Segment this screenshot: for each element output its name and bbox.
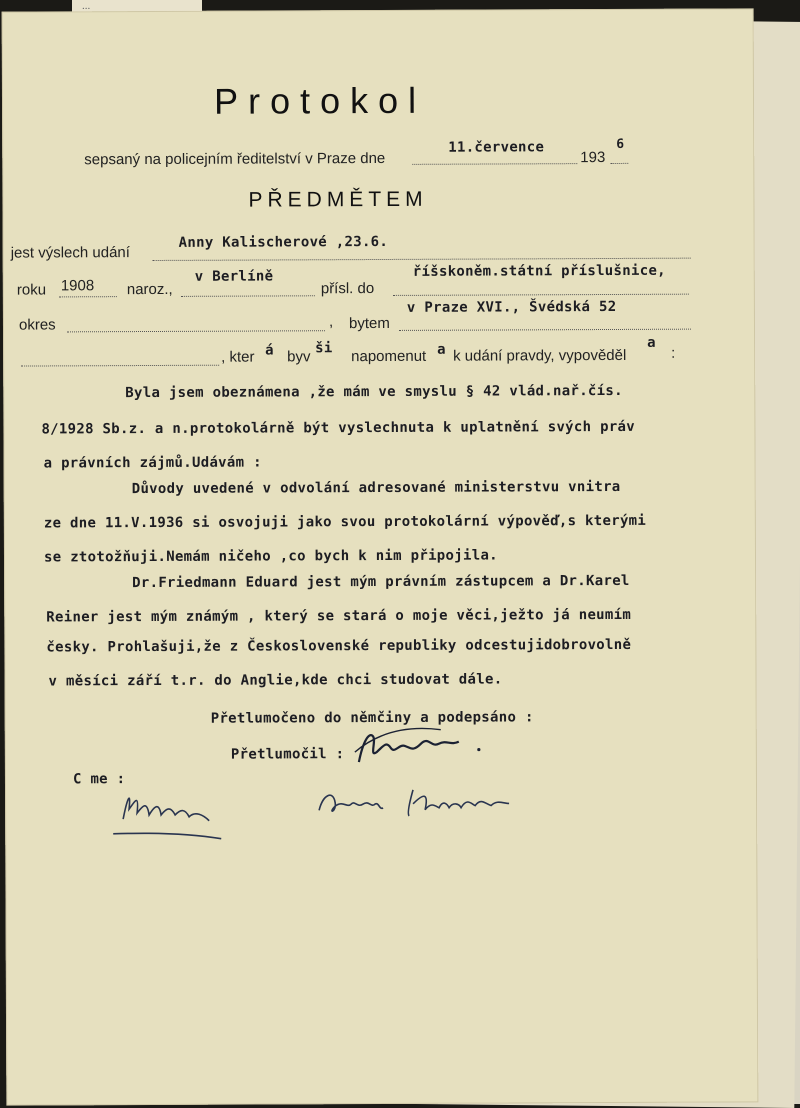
year-dotted-line <box>610 163 628 164</box>
body-line-10: v měsíci září t.r. do Anglie,kde chci studovat dále. <box>48 671 503 690</box>
interpreter-signature <box>351 722 491 773</box>
who-fill: á <box>265 342 274 359</box>
birth-year: 1908 <box>60 277 95 295</box>
body-line-4: Důvody uvedené v odvolání adresované ministerstvu vnitra <box>131 478 621 498</box>
admonished-fill: a <box>437 341 446 358</box>
truth-colon: : <box>671 344 676 362</box>
citizenship-label: přísl. do <box>320 280 375 298</box>
body-line-7: Dr.Friedmann Eduard jest mým právním zástupcem a Dr.Karel <box>132 572 630 592</box>
body-line-2: 8/1928 Sb.z. a n.protokolárně být vyslechnuta k uplatnění svých práv <box>41 418 636 438</box>
body-line-1: Byla jsem obeznámena ,že mám ve smyslu § 42 vlád.nař.čís. <box>125 382 623 402</box>
residence-dotted-line <box>399 329 691 331</box>
birthplace-dotted-line <box>181 295 315 297</box>
being-fill: ši <box>315 340 333 357</box>
top-folder-label: ... <box>72 0 202 14</box>
truth-label: k udání pravdy, vypověděl <box>453 346 627 365</box>
admonished-label: napomenut <box>351 347 427 366</box>
date-value: 11.července <box>448 139 545 156</box>
born-label: naroz., <box>126 280 173 299</box>
witness-label: C me : <box>72 771 126 788</box>
subject-heading: PŘEDMĚTEM <box>248 187 428 212</box>
person-name: Anny Kalischerové ,23.6. <box>178 233 389 251</box>
body-line-5: ze dne 11.V.1936 si osvojuji jako svou protokolární výpověď,s kterými <box>43 512 647 532</box>
translated-note: Přetlumočeno do němčiny a podepsáno : <box>210 709 534 727</box>
body-line-8: Reiner jest mým známým , který se stará o moje věci,ježto já neumím <box>46 606 632 626</box>
body-line-3: a právních zájmů.Udávám : <box>43 454 262 472</box>
year-label: roku <box>16 281 47 299</box>
hearing-label: jest výslech udání <box>10 244 130 262</box>
document-title: Protokol <box>213 79 427 122</box>
year-prefix: 193 <box>580 149 606 167</box>
district-dotted-line <box>67 330 325 332</box>
body-line-9: česky. Prohlašuji,že z Československé republiky odcestujidobrovolně <box>46 636 632 656</box>
being-label: byv <box>287 348 311 366</box>
district-label: okres <box>18 316 56 334</box>
blank-dotted-line <box>21 365 219 367</box>
citizenship-dotted-line <box>393 294 689 296</box>
protocol-document <box>2 8 759 1105</box>
truth-fill: a <box>647 334 656 351</box>
birthyear-dotted-line <box>59 296 117 297</box>
year-digit: 6 <box>616 136 625 152</box>
deponent-signature <box>313 779 533 830</box>
witness-signature <box>113 779 233 850</box>
district-comma: , <box>328 313 334 331</box>
citizenship-value: říšskoněm.státní příslušnice, <box>412 262 666 280</box>
birth-place: v Berlíně <box>194 268 274 285</box>
interpreter-label: Přetlumočil : <box>230 746 345 763</box>
name-dotted-line <box>153 258 691 261</box>
date-dotted-line <box>412 163 577 165</box>
who-label: , kter <box>221 348 255 366</box>
written-at-label: sepsaný na policejním ředitelství v Praze dne <box>84 149 386 169</box>
residence-label: bytem <box>348 314 390 333</box>
body-line-6: se ztotožňuji.Nemám ničeho ,co bych k nim připojila. <box>43 547 498 566</box>
residence-value: v Praze XVI., Švédská 52 <box>406 298 617 316</box>
